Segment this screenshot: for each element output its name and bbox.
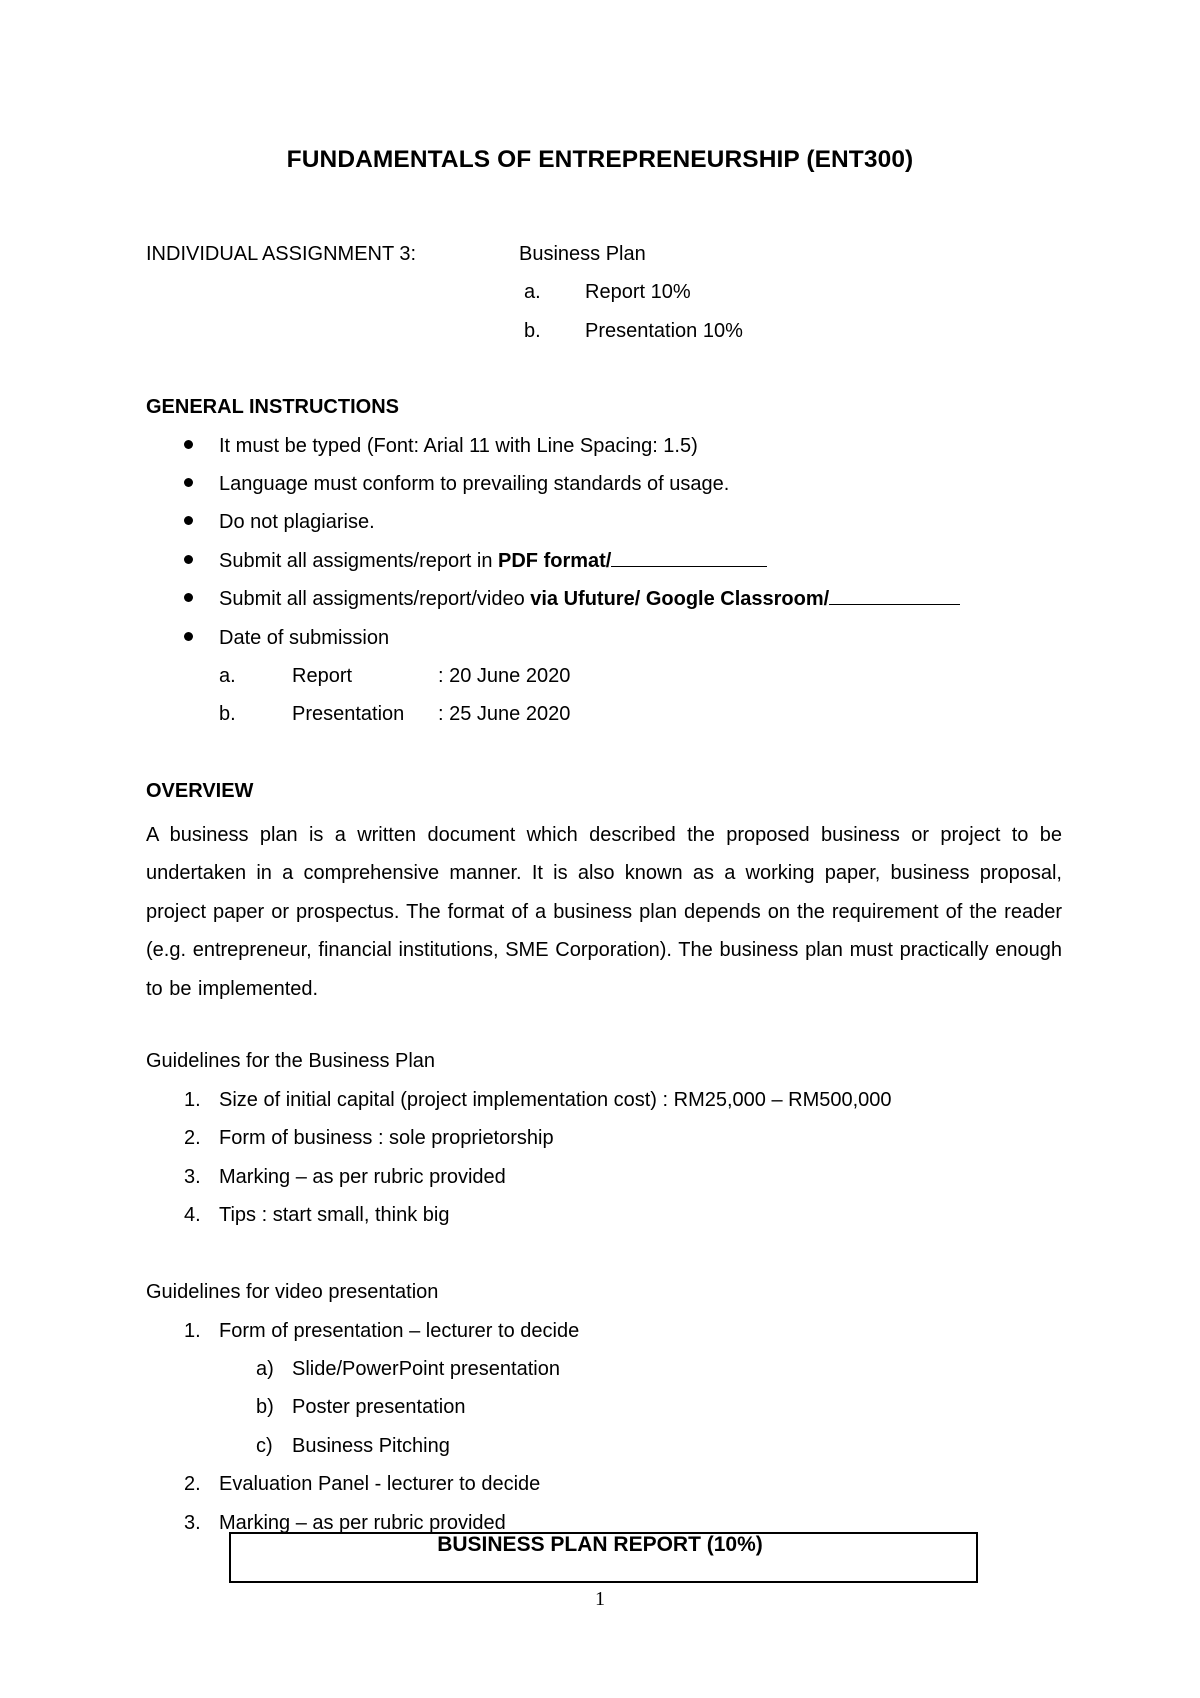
- assignment-item-text: Presentation 10%: [585, 320, 743, 342]
- list-marker: 1.: [184, 1089, 201, 1111]
- instruction-item: Language must conform to prevailing standards of usage.: [219, 473, 730, 495]
- assignment-value: Business Plan: [519, 243, 646, 265]
- overview-heading: OVERVIEW: [146, 780, 254, 802]
- instruction-item: [219, 587, 960, 611]
- list-marker: 4.: [184, 1204, 201, 1226]
- list-marker: 1.: [184, 1320, 201, 1342]
- submission-date: : 25 June 2020: [438, 703, 571, 725]
- submission-marker: b.: [219, 703, 236, 725]
- list-marker: 2.: [184, 1127, 201, 1149]
- blank-underline: [611, 565, 767, 567]
- bullet-dot: [184, 516, 193, 525]
- document-title: FUNDAMENTALS OF ENTREPRENEURSHIP (ENT300): [286, 146, 914, 173]
- instruction-bold-text: via Ufuture/ Google Classroom/: [530, 588, 830, 610]
- sub-list-item: Poster presentation: [292, 1396, 466, 1418]
- assignment-item-marker: b.: [524, 320, 541, 342]
- sub-list-item: Slide/PowerPoint presentation: [292, 1358, 560, 1380]
- instruction-bold-text: PDF format/: [498, 550, 612, 572]
- submission-label: Report: [292, 665, 353, 687]
- business-plan-guidelines-heading: Guidelines for the Business Plan: [146, 1050, 436, 1072]
- instruction-text: Submit all assigments/report in: [219, 550, 499, 572]
- report-box-title: BUSINESS PLAN REPORT (10%): [437, 1533, 763, 1556]
- bullet-dot: [184, 555, 193, 564]
- page-number: 1: [595, 1588, 605, 1610]
- submission-label: Presentation: [292, 703, 405, 725]
- overview-paragraph: A business plan is a written document which described the proposed business or project to be undertaken in a comprehensive manner. It is also known as a working paper, business proposal, project paper or prospectus. The format of a business plan depends on the requirement of the reader (e.g. entrepreneur, financial institutions, SME Corporation). The business plan must practically enough to be implemented.: [146, 824, 1062, 1000]
- sub-list-marker: c): [256, 1435, 273, 1457]
- sub-list-marker: b): [256, 1396, 274, 1418]
- assignment-item-text: Report 10%: [585, 281, 691, 303]
- submission-marker: a.: [219, 665, 236, 687]
- bullet-dot: [184, 632, 193, 641]
- blank-underline: [829, 603, 960, 605]
- list-item: Form of presentation – lecturer to decide: [219, 1320, 580, 1342]
- bullet-dot: [184, 478, 193, 487]
- instruction-item: Date of submission: [219, 627, 390, 649]
- general-instructions-heading: GENERAL INSTRUCTIONS: [146, 396, 399, 418]
- instruction-text: Submit all assigments/report/video: [219, 588, 531, 610]
- assignment-label: INDIVIDUAL ASSIGNMENT 3:: [146, 243, 417, 265]
- list-item: Evaluation Panel - lecturer to decide: [219, 1473, 541, 1495]
- list-item: Marking – as per rubric provided: [219, 1512, 506, 1534]
- list-marker: 3.: [184, 1166, 201, 1188]
- list-marker: 2.: [184, 1473, 201, 1495]
- instruction-item: Do not plagiarise.: [219, 511, 375, 533]
- list-item: Size of initial capital (project implementation cost) : RM25,000 – RM500,000: [219, 1089, 892, 1111]
- video-guidelines-heading: Guidelines for video presentation: [146, 1281, 439, 1303]
- sub-list-item: Business Pitching: [292, 1435, 450, 1457]
- list-item: Marking – as per rubric provided: [219, 1166, 506, 1188]
- list-item: Tips : start small, think big: [219, 1204, 450, 1226]
- list-marker: 3.: [184, 1512, 201, 1534]
- bullet-dot: [184, 593, 193, 602]
- list-item: Form of business : sole proprietorship: [219, 1127, 554, 1149]
- assignment-item-marker: a.: [524, 281, 541, 303]
- submission-date: : 20 June 2020: [438, 665, 571, 687]
- instruction-item: [219, 549, 767, 573]
- bullet-dot: [184, 440, 193, 449]
- instruction-item: It must be typed (Font: Arial 11 with Line Spacing: 1.5): [219, 435, 698, 457]
- sub-list-marker: a): [256, 1358, 274, 1380]
